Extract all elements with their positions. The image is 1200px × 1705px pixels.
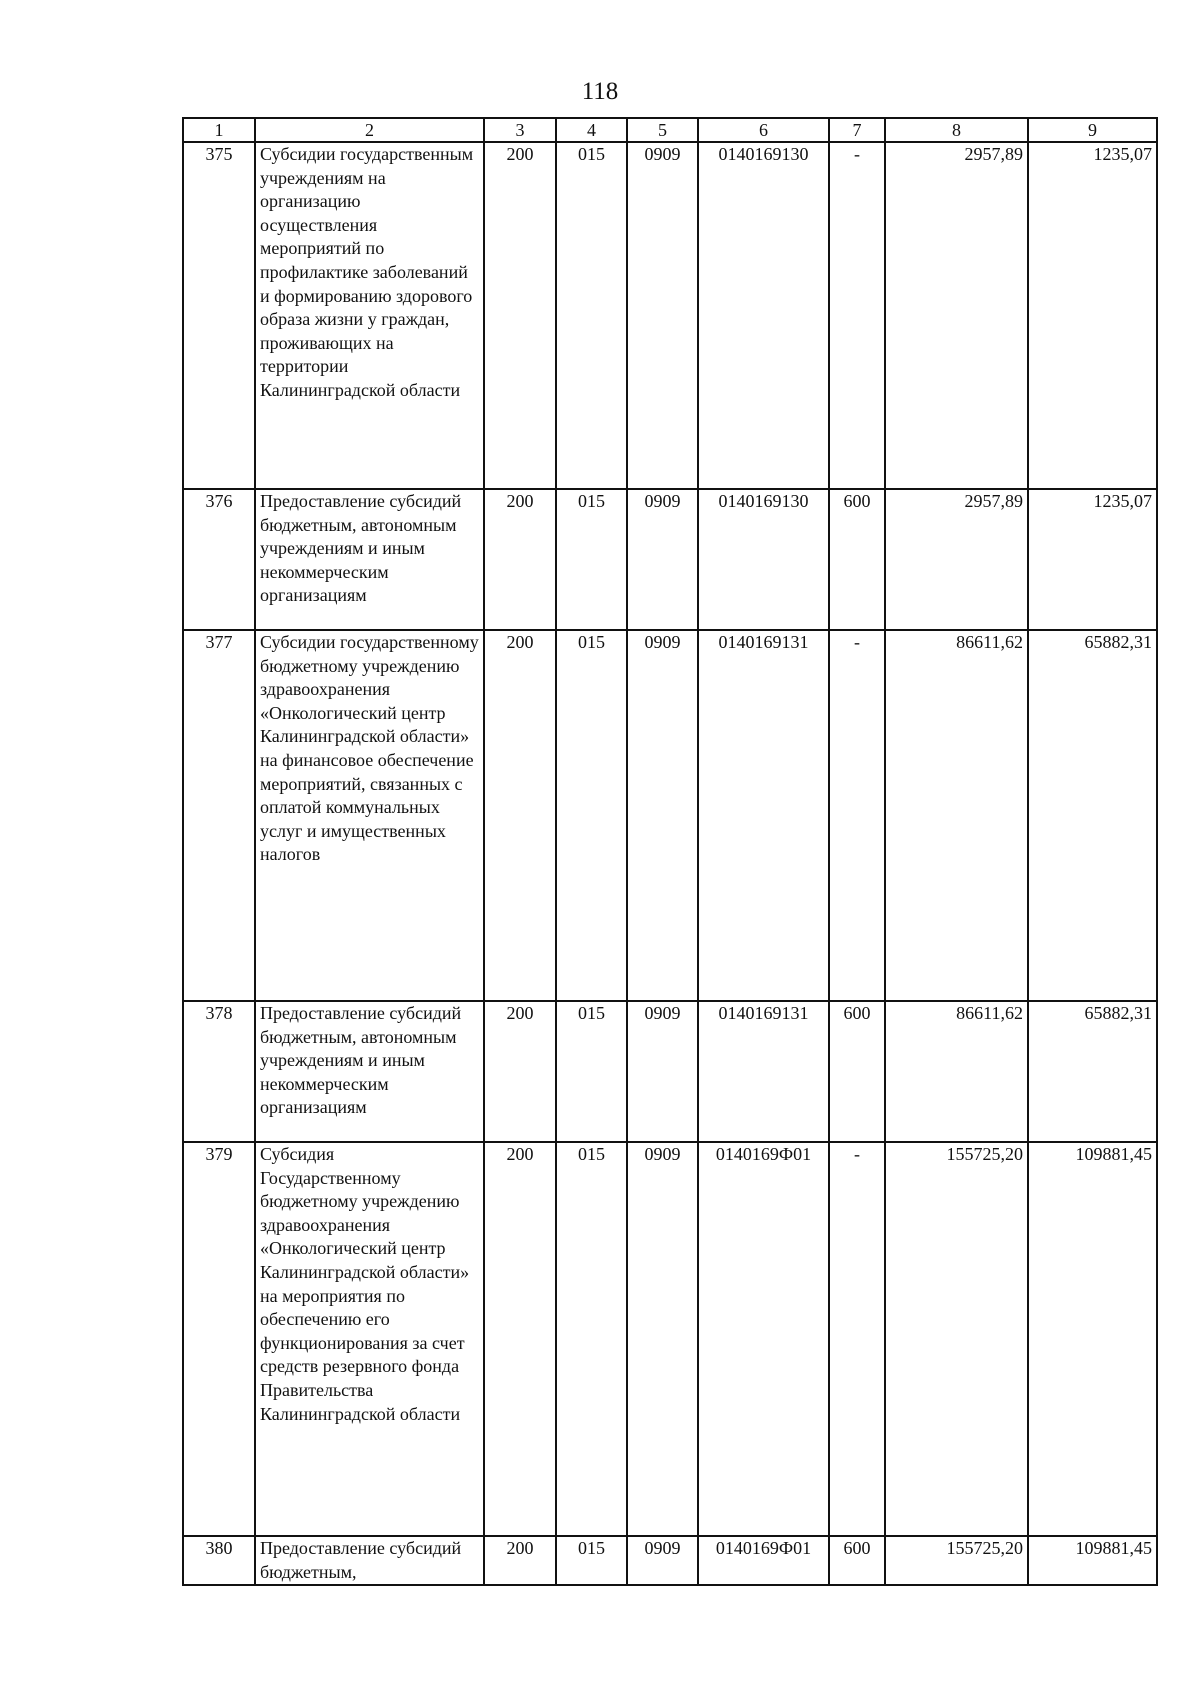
column-header: 6 — [698, 118, 829, 142]
row-name: Субсидия Государственному бюджетному учреждению здравоохранения «Онкологический центр Калининградской области» на мероприятия по обеспечению его функционирования за счет средств резервного фонда Правительства Калининградской области — [255, 1142, 484, 1536]
row-col9: 109881,45 — [1028, 1142, 1157, 1536]
row-col4: 015 — [556, 489, 627, 630]
row-col4: 015 — [556, 1001, 627, 1142]
row-col6: 0140169130 — [698, 489, 829, 630]
column-header: 4 — [556, 118, 627, 142]
row-col4: 015 — [556, 1536, 627, 1585]
row-col8: 86611,62 — [885, 630, 1028, 1001]
row-col9: 1235,07 — [1028, 142, 1157, 489]
row-col8: 155725,20 — [885, 1536, 1028, 1585]
table-header-row — [183, 118, 1157, 142]
row-col5: 0909 — [627, 1142, 698, 1536]
row-col4: 015 — [556, 142, 627, 489]
row-col8: 2957,89 — [885, 489, 1028, 630]
row-number: 376 — [183, 489, 255, 630]
row-name: Предоставление субсидий бюджетным, — [255, 1536, 484, 1585]
row-col6: 0140169131 — [698, 630, 829, 1001]
row-number: 377 — [183, 630, 255, 1001]
table-row — [183, 630, 1157, 1001]
row-col9: 65882,31 — [1028, 1001, 1157, 1142]
row-name: Субсидии государственному бюджетному учреждению здравоохранения «Онкологический центр Калининградской области» на финансовое обеспечение мероприятий, связанных с оплатой коммунальных услуг и имущественных налогов — [255, 630, 484, 1001]
table-row — [183, 1142, 1157, 1536]
row-col8: 2957,89 — [885, 142, 1028, 489]
row-col3: 200 — [484, 142, 556, 489]
row-col3: 200 — [484, 1142, 556, 1536]
row-name: Предоставление субсидий бюджетным, автономным учреждениям и иным некоммерческим организациям — [255, 1001, 484, 1142]
row-col5: 0909 — [627, 1536, 698, 1585]
budget-table — [182, 117, 1158, 1586]
row-col9: 109881,45 — [1028, 1536, 1157, 1585]
table-row — [183, 1536, 1157, 1585]
row-col3: 200 — [484, 1536, 556, 1585]
row-number: 378 — [183, 1001, 255, 1142]
row-col6: 0140169131 — [698, 1001, 829, 1142]
column-header: 1 — [183, 118, 255, 142]
row-col7: 600 — [829, 489, 885, 630]
column-header: 2 — [255, 118, 484, 142]
column-header: 5 — [627, 118, 698, 142]
row-col6: 0140169Ф01 — [698, 1536, 829, 1585]
row-col7: - — [829, 142, 885, 489]
row-col5: 0909 — [627, 142, 698, 489]
row-col4: 015 — [556, 1142, 627, 1536]
row-col9: 1235,07 — [1028, 489, 1157, 630]
row-name: Субсидии государственным учреждениям на организацию осуществления мероприятий по профилактике заболеваний и формированию здорового образа жизни у граждан, проживающих на территории Калининградской области — [255, 142, 484, 489]
table-row — [183, 142, 1157, 489]
row-col5: 0909 — [627, 489, 698, 630]
row-col4: 015 — [556, 630, 627, 1001]
column-header: 9 — [1028, 118, 1157, 142]
row-col3: 200 — [484, 489, 556, 630]
column-header: 8 — [885, 118, 1028, 142]
table-row — [183, 489, 1157, 630]
row-number: 375 — [183, 142, 255, 489]
row-col5: 0909 — [627, 1001, 698, 1142]
row-number: 379 — [183, 1142, 255, 1536]
row-number: 380 — [183, 1536, 255, 1585]
row-col6: 0140169Ф01 — [698, 1142, 829, 1536]
page-number: 118 — [581, 78, 619, 105]
row-name: Предоставление субсидий бюджетным, автономным учреждениям и иным некоммерческим организациям — [255, 489, 484, 630]
row-col7: - — [829, 1142, 885, 1536]
row-col8: 155725,20 — [885, 1142, 1028, 1536]
row-col6: 0140169130 — [698, 142, 829, 489]
row-col7: - — [829, 630, 885, 1001]
row-col8: 86611,62 — [885, 1001, 1028, 1142]
row-col9: 65882,31 — [1028, 630, 1157, 1001]
table-row — [183, 1001, 1157, 1142]
column-header: 3 — [484, 118, 556, 142]
column-header: 7 — [829, 118, 885, 142]
row-col3: 200 — [484, 1001, 556, 1142]
row-col7: 600 — [829, 1001, 885, 1142]
row-col5: 0909 — [627, 630, 698, 1001]
row-col7: 600 — [829, 1536, 885, 1585]
row-col3: 200 — [484, 630, 556, 1001]
